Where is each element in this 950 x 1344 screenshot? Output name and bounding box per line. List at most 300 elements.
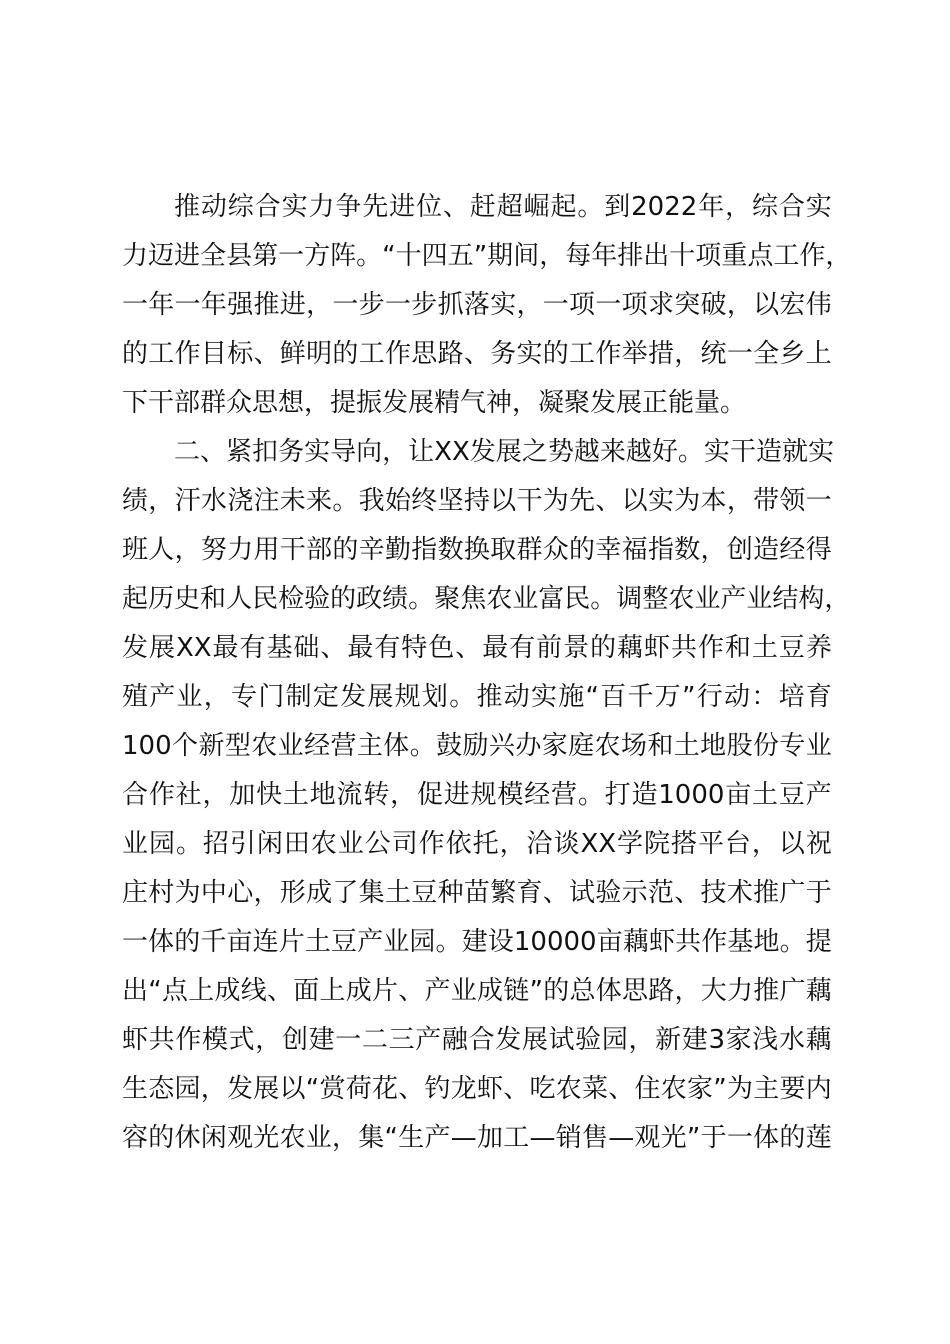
text-glyph: 范 — [647, 878, 674, 908]
text-glyph: 兴 — [488, 731, 515, 761]
text-glyph: 就 — [781, 437, 808, 467]
text-glyph: 社 — [175, 780, 202, 810]
text-glyph: 标 — [227, 339, 254, 369]
text-glyph: 历 — [148, 584, 175, 614]
text-glyph: “ — [384, 1123, 398, 1153]
text-glyph: 1000 — [658, 780, 725, 810]
text-glyph: 片 — [371, 976, 398, 1006]
text-glyph: 方 — [304, 241, 331, 271]
text-glyph: 养 — [805, 633, 832, 663]
text-glyph: 的 — [569, 535, 596, 565]
text-line — [122, 575, 851, 624]
text-glyph: 终 — [411, 486, 438, 516]
text-line — [122, 281, 832, 330]
text-glyph: 发 — [495, 1025, 522, 1055]
text-glyph: 色 — [428, 633, 455, 663]
text-glyph: 田 — [283, 829, 310, 859]
text-glyph: 五 — [447, 241, 474, 271]
text-glyph: 崛 — [523, 192, 550, 222]
text-glyph: 期 — [487, 241, 514, 271]
text-glyph: 村 — [148, 878, 175, 908]
text-glyph: 求 — [647, 290, 674, 320]
text-glyph: 实 — [281, 192, 308, 222]
text-glyph: 验 — [595, 878, 622, 908]
text-glyph: 2022 — [631, 192, 698, 222]
text-glyph: 作 — [697, 633, 724, 663]
text-glyph: 万 — [654, 682, 681, 712]
text-line — [122, 820, 832, 869]
text-glyph: 容 — [122, 1123, 149, 1153]
text-glyph: 调 — [616, 584, 643, 614]
text-glyph: XX — [434, 437, 470, 467]
text-glyph: 、 — [674, 878, 701, 908]
text-glyph: 共 — [148, 1025, 175, 1055]
text-glyph: 以 — [621, 486, 648, 516]
text-line — [122, 330, 832, 379]
text-line — [122, 1114, 832, 1163]
text-glyph: 和 — [724, 633, 751, 663]
text-glyph: 场 — [620, 731, 647, 761]
text-glyph: 出 — [122, 976, 149, 1006]
text-glyph: 指 — [411, 535, 438, 565]
text-glyph: 宏 — [779, 290, 806, 320]
text-glyph: 四 — [421, 241, 448, 271]
text-glyph: 业 — [383, 927, 410, 957]
text-glyph: 争 — [335, 192, 362, 222]
text-glyph: 线 — [240, 976, 267, 1006]
text-glyph: 总 — [569, 976, 596, 1006]
text-glyph: 术 — [726, 878, 753, 908]
text-glyph: 检 — [278, 584, 305, 614]
text-glyph: 的 — [148, 1123, 175, 1153]
text-glyph: 起 — [122, 584, 149, 614]
text-glyph: “ — [148, 976, 162, 1006]
text-glyph: 实 — [647, 486, 674, 516]
text-glyph: 产 — [415, 1025, 442, 1055]
text-glyph: 工 — [358, 339, 385, 369]
text-glyph: 得 — [805, 535, 832, 565]
text-glyph: 数 — [437, 535, 464, 565]
text-glyph: ， — [390, 780, 417, 810]
text-glyph: 庭 — [568, 731, 595, 761]
text-glyph: 学 — [617, 829, 644, 859]
text-glyph: 造 — [755, 437, 782, 467]
text-glyph: 农 — [555, 1074, 582, 1104]
text-glyph: 创 — [726, 535, 753, 565]
text-glyph: 项 — [569, 290, 596, 320]
text-glyph: 措 — [647, 339, 674, 369]
text-glyph: 工 — [569, 339, 596, 369]
text-glyph: 福 — [621, 535, 648, 565]
text-glyph: 、 — [503, 1074, 530, 1104]
text-glyph: 连 — [252, 927, 279, 957]
text-glyph: 力 — [308, 192, 335, 222]
text-glyph: 地 — [753, 927, 780, 957]
text-glyph: 主 — [753, 1074, 780, 1104]
text-glyph: 破 — [700, 290, 727, 320]
text-glyph: ， — [174, 535, 201, 565]
text-glyph: ： — [751, 682, 778, 712]
text-glyph: 落 — [463, 290, 490, 320]
text-glyph: 点 — [747, 241, 774, 271]
text-glyph: ， — [382, 437, 409, 467]
text-glyph: 、 — [253, 339, 280, 369]
text-glyph: 施 — [558, 682, 585, 712]
text-glyph: 土 — [751, 633, 778, 663]
text-glyph: 绩 — [382, 584, 409, 614]
text-glyph: 作 — [148, 780, 175, 810]
text-glyph: 推 — [253, 290, 280, 320]
text-glyph: 发 — [469, 437, 496, 467]
text-glyph: 住 — [634, 1074, 661, 1104]
text-glyph: 体 — [383, 731, 410, 761]
text-glyph: 勤 — [384, 535, 411, 565]
text-glyph: 县 — [226, 241, 253, 271]
text-glyph: 一 — [335, 1025, 362, 1055]
text-glyph: 动 — [200, 192, 227, 222]
text-glyph: 产 — [357, 927, 384, 957]
text-glyph: ” — [529, 976, 543, 1006]
text-glyph: ， — [824, 584, 851, 614]
text-glyph: XX — [175, 633, 212, 663]
text-glyph: 取 — [490, 535, 517, 565]
text-glyph: 推 — [753, 976, 780, 1006]
text-glyph: 为 — [542, 486, 569, 516]
text-glyph: 发 — [227, 1074, 254, 1104]
text-glyph: 作 — [701, 927, 728, 957]
text-glyph: 农 — [668, 584, 695, 614]
text-glyph: 出 — [643, 241, 670, 271]
text-glyph: 鲜 — [279, 339, 306, 369]
text-glyph: 农 — [594, 731, 621, 761]
text-glyph: 豆 — [778, 780, 805, 810]
text-glyph: 规 — [470, 780, 497, 810]
text-glyph: 来 — [599, 437, 626, 467]
text-glyph: 建 — [461, 927, 488, 957]
text-glyph: “ — [382, 241, 396, 271]
text-glyph: 豆 — [411, 878, 438, 908]
text-glyph: 集 — [358, 878, 385, 908]
text-glyph: 转 — [363, 780, 390, 810]
text-glyph: ， — [255, 1025, 282, 1055]
text-glyph: 公 — [364, 829, 391, 859]
text-glyph: 以 — [778, 829, 805, 859]
text-glyph: 强 — [227, 290, 254, 320]
text-glyph: 家 — [725, 1025, 752, 1055]
text-glyph: 础 — [293, 633, 320, 663]
text-glyph: 项 — [695, 241, 722, 271]
text-glyph: 股 — [726, 731, 753, 761]
text-glyph: 亩 — [596, 927, 623, 957]
text-glyph: 10000 — [513, 927, 597, 957]
text-glyph: 注 — [253, 486, 280, 516]
text-glyph: 亩 — [725, 780, 752, 810]
text-glyph: 共 — [670, 633, 697, 663]
text-glyph: 以 — [490, 486, 517, 516]
text-glyph: “ — [305, 1074, 320, 1104]
text-glyph: 体 — [595, 976, 622, 1006]
text-glyph: 土 — [304, 927, 331, 957]
text-glyph: 的 — [174, 927, 201, 957]
text-glyph: 综 — [227, 192, 254, 222]
text-glyph: 用 — [253, 535, 280, 565]
text-glyph: 心 — [227, 878, 254, 908]
text-glyph: 造 — [753, 535, 780, 565]
text-glyph: 扣 — [252, 437, 279, 467]
text-glyph: 土 — [282, 780, 309, 810]
text-glyph: 进 — [443, 780, 470, 810]
text-glyph: 内 — [805, 1074, 832, 1104]
text-glyph: 模 — [497, 780, 524, 810]
text-glyph: 。 — [175, 829, 202, 859]
text-glyph: 步 — [411, 290, 438, 320]
text-glyph: 抓 — [437, 290, 464, 320]
text-glyph: 观 — [634, 1123, 661, 1153]
text-glyph: 群 — [516, 535, 543, 565]
text-glyph: 一 — [332, 290, 359, 320]
text-glyph: 年 — [148, 290, 175, 320]
text-glyph: 史 — [174, 584, 201, 614]
text-glyph: 赏 — [319, 1074, 346, 1104]
text-glyph: 业 — [746, 584, 773, 614]
text-glyph: 目 — [200, 339, 227, 369]
text-glyph: 有 — [239, 633, 266, 663]
text-glyph: 最 — [347, 633, 374, 663]
text-glyph: 、 — [200, 437, 227, 467]
text-glyph: 型 — [224, 731, 251, 761]
text-glyph: 实 — [490, 290, 517, 320]
text-glyph: 共 — [675, 927, 702, 957]
text-glyph: 园 — [409, 927, 436, 957]
text-glyph: 有 — [374, 633, 401, 663]
text-glyph: 越 — [625, 437, 652, 467]
text-glyph: 未 — [279, 486, 306, 516]
text-glyph: 体 — [753, 1123, 780, 1153]
text-glyph: 规 — [394, 682, 421, 712]
text-line — [122, 673, 832, 722]
text-glyph: ， — [306, 290, 333, 320]
text-glyph: 份 — [752, 731, 779, 761]
text-glyph: — — [450, 1123, 477, 1153]
text-glyph: 一 — [384, 290, 411, 320]
text-glyph: 经 — [304, 731, 331, 761]
text-glyph: 闲 — [256, 829, 283, 859]
text-glyph: 上 — [805, 339, 832, 369]
text-glyph: 务 — [490, 339, 517, 369]
text-glyph: 链 — [503, 976, 530, 1006]
text-glyph: ， — [516, 290, 543, 320]
text-glyph: 以 — [279, 1074, 306, 1104]
text-glyph: 设 — [487, 927, 514, 957]
text-glyph: 打 — [604, 780, 631, 810]
text-glyph: 快 — [256, 780, 283, 810]
text-glyph: 举 — [621, 339, 648, 369]
text-glyph: 实 — [304, 437, 331, 467]
text-glyph: 统 — [700, 339, 727, 369]
text-glyph: ” — [713, 1074, 727, 1104]
text-glyph: 中 — [200, 878, 227, 908]
text-glyph: 努 — [200, 535, 227, 565]
text-glyph: 展 — [367, 682, 394, 712]
text-glyph: 进 — [389, 192, 416, 222]
text-glyph: 领 — [779, 486, 806, 516]
text-glyph: 综 — [751, 192, 778, 222]
text-glyph: 生 — [398, 1123, 425, 1153]
text-glyph: 、 — [398, 976, 425, 1006]
text-glyph: 人 — [148, 535, 175, 565]
text-glyph: 的 — [779, 1123, 806, 1153]
text-glyph: 。 — [779, 927, 806, 957]
text-glyph: ， — [725, 192, 752, 222]
text-glyph: 亩 — [226, 927, 253, 957]
text-glyph: 景 — [563, 633, 590, 663]
text-glyph: 结 — [772, 584, 799, 614]
text-glyph: 产 — [424, 976, 451, 1006]
text-glyph: 藕 — [617, 633, 644, 663]
text-glyph: 的 — [122, 339, 149, 369]
text-glyph: 3 — [708, 1025, 725, 1055]
text-glyph: 验 — [304, 584, 331, 614]
text-glyph: 引 — [229, 829, 256, 859]
text-glyph: 。 — [356, 241, 383, 271]
text-glyph: 招 — [202, 829, 229, 859]
text-glyph: 最 — [482, 633, 509, 663]
text-glyph: 家 — [686, 1074, 713, 1104]
text-line — [122, 624, 832, 673]
text-glyph: 年 — [698, 192, 725, 222]
text-glyph: 面 — [293, 976, 320, 1006]
text-glyph: 。 — [577, 780, 604, 810]
text-glyph: 休 — [174, 1123, 201, 1153]
text-glyph: ， — [628, 1025, 655, 1055]
text-glyph: ” — [473, 241, 488, 271]
text-glyph: 建 — [308, 1025, 335, 1055]
text-glyph: 推 — [476, 682, 503, 712]
text-glyph: 特 — [401, 633, 428, 663]
text-glyph: 实 — [703, 437, 730, 467]
text-glyph: 的 — [332, 339, 359, 369]
text-glyph: 人 — [226, 584, 253, 614]
text-glyph: 作 — [175, 1025, 202, 1055]
text-glyph: 全 — [200, 241, 227, 271]
text-glyph: 和 — [200, 584, 227, 614]
text-glyph: 家 — [541, 731, 568, 761]
text-glyph: 产 — [805, 780, 832, 810]
text-glyph: ， — [148, 486, 175, 516]
text-glyph: 力 — [726, 976, 753, 1006]
text-line — [122, 1065, 832, 1114]
text-glyph: 迈 — [148, 241, 175, 271]
text-glyph: 作 — [595, 339, 622, 369]
text-glyph: 政 — [356, 584, 383, 614]
text-glyph: 和 — [647, 731, 674, 761]
text-glyph: 持 — [463, 486, 490, 516]
text-glyph: 虾 — [648, 927, 675, 957]
text-glyph: 园 — [601, 1025, 628, 1055]
text-glyph: ” — [686, 1123, 701, 1153]
document-body — [122, 183, 852, 1163]
text-glyph: 起 — [550, 192, 577, 222]
text-glyph: 紧 — [226, 437, 253, 467]
text-glyph: ， — [674, 339, 701, 369]
text-line — [122, 967, 832, 1016]
text-glyph: 为 — [674, 486, 701, 516]
text-glyph: 作 — [418, 829, 445, 859]
text-glyph: 示 — [621, 878, 648, 908]
text-glyph: 100 — [122, 731, 172, 761]
text-glyph: 最 — [212, 633, 239, 663]
text-glyph: 二 — [361, 1025, 388, 1055]
text-glyph: 导 — [330, 437, 357, 467]
text-glyph: 项 — [621, 290, 648, 320]
text-glyph: 吃 — [529, 1074, 556, 1104]
text-glyph: 动 — [503, 682, 530, 712]
text-glyph: 农 — [660, 1074, 687, 1104]
text-glyph: 坚 — [437, 486, 464, 516]
text-glyph: 的 — [543, 976, 570, 1006]
text-glyph: — — [529, 1123, 556, 1153]
text-glyph: ” — [682, 682, 696, 712]
text-glyph: 换 — [463, 535, 490, 565]
text-glyph: 水 — [778, 1025, 805, 1055]
text-glyph: 民 — [564, 584, 591, 614]
text-glyph: 产 — [424, 1123, 451, 1153]
text-glyph: — — [608, 1123, 635, 1153]
text-glyph: 产 — [149, 682, 176, 712]
text-glyph: 建 — [681, 1025, 708, 1055]
text-glyph: 推 — [174, 192, 201, 222]
text-glyph: ， — [726, 290, 753, 320]
text-glyph: 、 — [542, 878, 569, 908]
text-glyph: 专 — [779, 731, 806, 761]
text-glyph: 龙 — [450, 1074, 477, 1104]
text-glyph: 菜 — [581, 1074, 608, 1104]
text-glyph: 业 — [122, 829, 149, 859]
text-glyph: 励 — [462, 731, 489, 761]
text-glyph: “ — [585, 682, 599, 712]
text-glyph: 有 — [509, 633, 536, 663]
text-line — [122, 428, 832, 477]
text-glyph: 千 — [200, 927, 227, 957]
text-glyph: 之 — [521, 437, 548, 467]
text-glyph: 年 — [591, 241, 618, 271]
text-glyph: 试 — [569, 878, 596, 908]
text-glyph: 融 — [441, 1025, 468, 1055]
text-glyph: 为 — [174, 878, 201, 908]
text-glyph: 个 — [172, 731, 199, 761]
text-glyph: 基 — [266, 633, 293, 663]
text-glyph: 赶 — [469, 192, 496, 222]
text-glyph: 大 — [700, 976, 727, 1006]
text-glyph: 排 — [617, 241, 644, 271]
text-glyph: 成 — [306, 878, 333, 908]
text-glyph: ， — [253, 878, 280, 908]
text-glyph: 为 — [726, 1074, 753, 1104]
text-glyph: 销 — [555, 1123, 582, 1153]
text-glyph: 展 — [495, 437, 522, 467]
text-line — [122, 526, 832, 575]
text-glyph: 台 — [724, 829, 751, 859]
text-glyph: 土 — [673, 731, 700, 761]
text-glyph: 全 — [753, 339, 780, 369]
text-glyph: 、 — [266, 976, 293, 1006]
text-glyph: 乡 — [779, 339, 806, 369]
text-glyph: 发 — [340, 682, 367, 712]
text-glyph: ， — [825, 241, 852, 271]
text-line — [122, 232, 852, 281]
text-line — [122, 722, 832, 771]
text-glyph: 验 — [575, 1025, 602, 1055]
